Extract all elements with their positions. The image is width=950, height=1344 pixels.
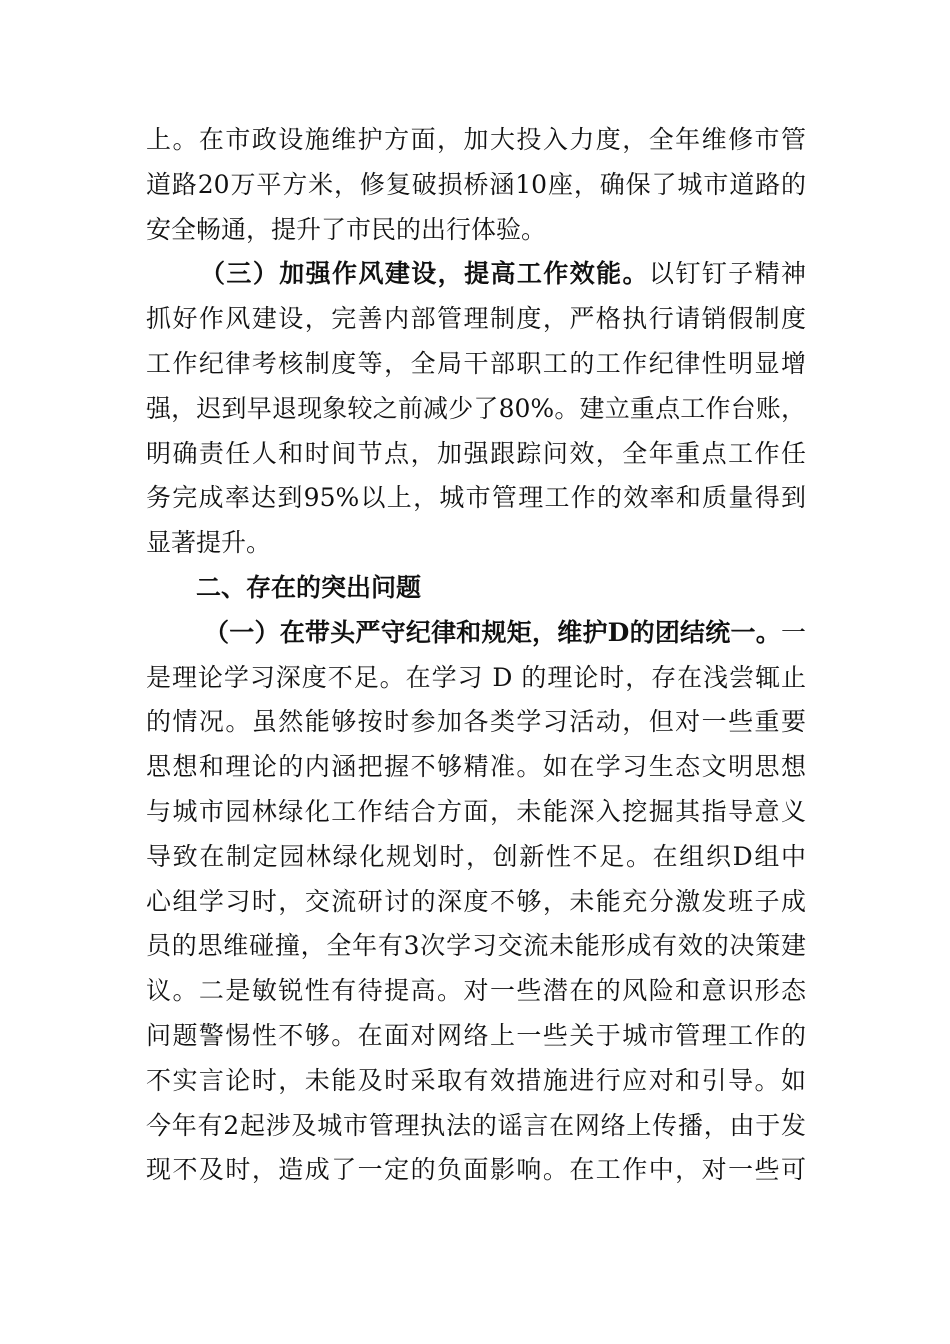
text-line: 道路20万平方米，修复破损桥涵10座，确保了城市道路的: [146, 169, 806, 199]
subheading-line: [146, 611, 806, 656]
subheading-3: （三）加强作风建设，提高工作效能。: [200, 259, 649, 289]
text-line: 与城市园林绿化工作结合方面，未能深入挖掘其指导意义: [146, 796, 806, 826]
text-line: 今年有2起涉及城市管理执法的谣言在网络上传播，由于发: [146, 1110, 806, 1140]
text-line: 导致在制定园林绿化规划时，创新性不足。在组织D组中: [146, 841, 806, 871]
subheading-line: [146, 252, 806, 297]
text-line: 心组学习时，交流研讨的深度不够，未能充分激发班子成: [146, 886, 806, 916]
text-span: 以钉钉子精神: [648, 259, 806, 289]
text-line: 安全畅通，提升了市民的出行体验。: [146, 214, 547, 244]
text-line: 工作纪律考核制度等，全局干部职工的工作纪律性明显增: [146, 348, 806, 378]
text-line: 是理论学习深度不足。在学习 D 的理论时，存在浅尝辄止: [146, 662, 806, 692]
text-line: 上。在市政设施维护方面，加大投入力度，全年维修市管: [146, 125, 806, 154]
section-heading: 二、存在的突出问题: [196, 572, 422, 602]
text-span: 一: [780, 617, 806, 647]
text-line: 问题警惕性不够。在面对网络上一些关于城市管理工作的: [146, 1020, 806, 1050]
text-line: 议。二是敏锐性有待提高。对一些潜在的风险和意识形态: [146, 976, 806, 1006]
text-line: 现不及时，造成了一定的负面影响。在工作中，对一些可: [146, 1155, 806, 1185]
text-line: 员的思维碰撞，全年有3次学习交流未能形成有效的决策建: [146, 931, 806, 961]
text-line: 明确责任人和时间节点，加强跟踪问效，全年重点工作任: [146, 438, 806, 468]
document-page: [146, 118, 806, 1193]
text-line: 强，迟到早退现象较之前减少了80%。建立重点工作台账，: [146, 393, 806, 423]
text-line: 的情况。虽然能够按时参加各类学习活动，但对一些重要: [146, 707, 806, 737]
text-line: 思想和理论的内涵把握不够精准。如在学习生态文明思想: [146, 752, 806, 782]
text-line: 抓好作风建设，完善内部管理制度，严格执行请销假制度: [146, 304, 806, 334]
text-line: 不实言论时，未能及时采取有效措施进行应对和引导。如: [146, 1065, 806, 1095]
text-line: 务完成率达到95%以上，城市管理工作的效率和质量得到: [146, 483, 806, 513]
subheading-1: （一）在带头严守纪律和规矩，维护D的团结统一。: [204, 617, 781, 647]
text-line: 显著提升。: [146, 528, 272, 558]
